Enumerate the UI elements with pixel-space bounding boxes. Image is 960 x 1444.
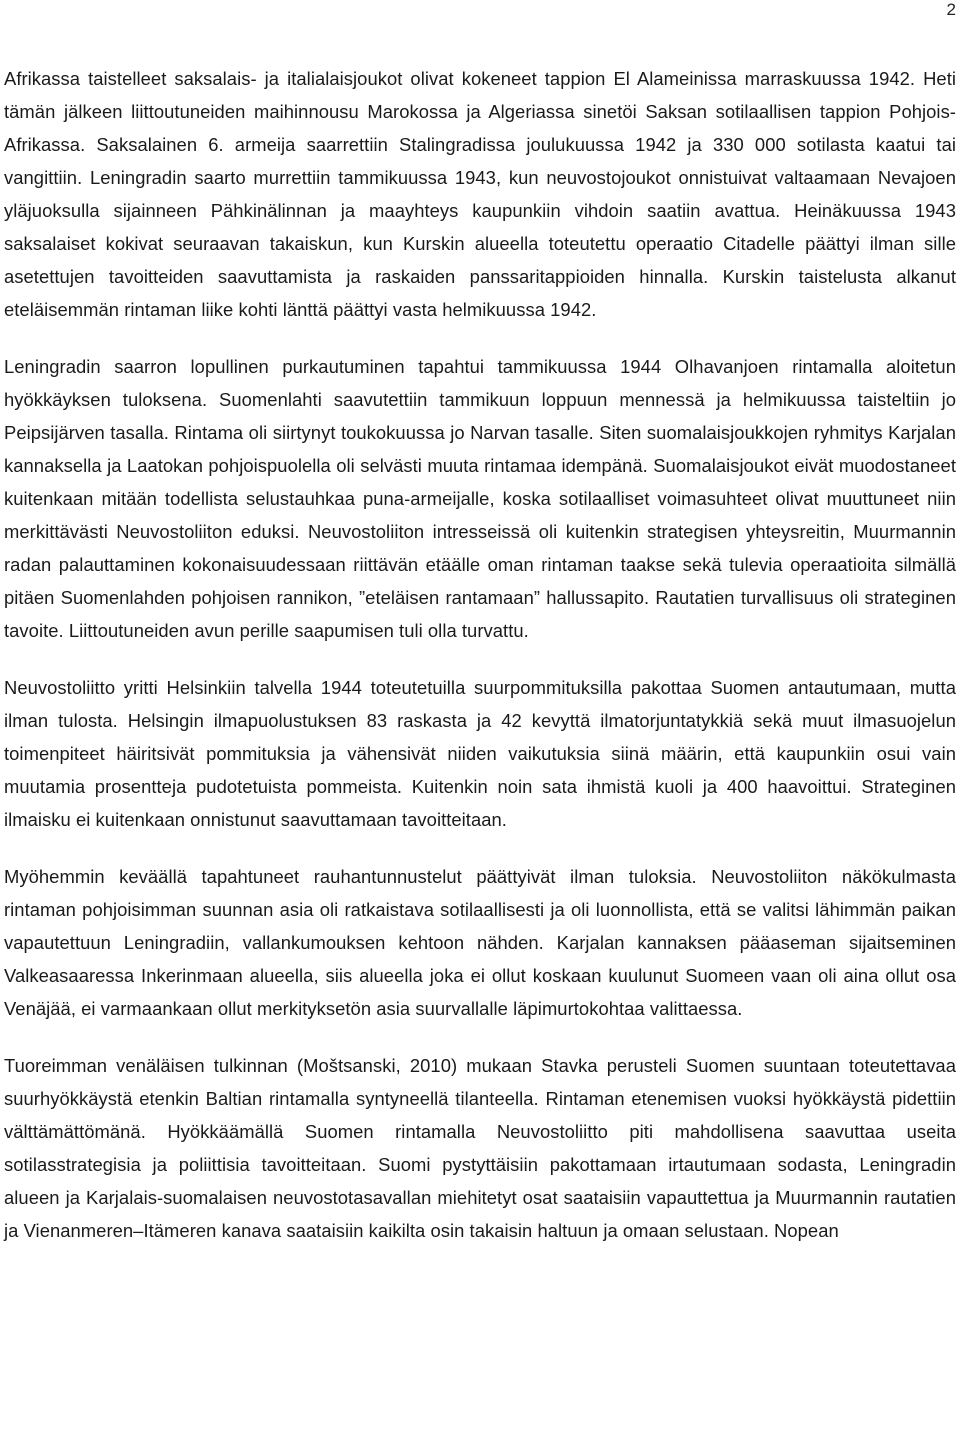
document-body: [4, 62, 956, 1271]
paragraph: Neuvostoliitto yritti Helsinkiin talvella 1944 toteutetuilla suurpommituksilla pakottaa Suomen antautumaan, mutta ilman tulosta. Helsingin ilmapuolustuksen 83 raskasta ja 42 kevyttä ilmatorjuntatykkiä sekä muut ilmasuojelun toimenpiteet häiritsivät pommituksia ja vähensivät niiden vaikutuksia siinä määrin, että kaupunkiin osui vain muutamia prosentteja pudotetuista pommeista. Kuitenkin noin sata ihmistä kuoli ja 400 haavoittui. Strateginen ilmaisku ei kuitenkaan onnistunut saavuttamaan tavoitteitaan.: [4, 677, 956, 830]
paragraph: Tuoreimman venäläisen tulkinnan (Moštsanski, 2010) mukaan Stavka perusteli Suomen suuntaan toteutettavaa suurhyökkäystä etenkin Baltian rintamalla syntyneellä tilanteella. Rintaman etenemisen vuoksi hyökkäystä pidettiin välttämättömänä. Hyökkäämällä Suomen rintamalla Neuvostoliitto piti mahdollisena saavuttaa useita sotilasstrategisia ja poliittisia tavoitteitaan. Suomi pystyttäisiin pakottamaan irtautumaan sodasta, Leningradin alueen ja Karjalais-suomalaisen neuvostotasavallan miehitetyt osat saataisiin vapauttettua ja Muurmannin rautatien ja Vienanmeren–Itämeren kanava saataisiin kaikilta osin takaisin haltuun ja omaan selustaan. Nopean: [4, 1055, 956, 1241]
paragraph: Myöhemmin keväällä tapahtuneet rauhantunnustelut päättyivät ilman tuloksia. Neuvostoliiton näkökulmasta rintaman pohjoisimman suunnan asia oli ratkaistava sotilaallisesti ja oli luonnollista, että se valitsi lähimmän paikan vapautettuun Leningradiin, vallankumouksen kehtoon nähden. Karjalan kannaksen pääaseman sijaitseminen Valkeasaaressa Inkerinmaan alueella, siis alueella joka ei ollut koskaan kuulunut Suomeen vaan oli aina ollut osa Venäjää, ei varmaankaan ollut merkityksetön asia suurvallalle läpimurtokohtaa valittaessa.: [4, 866, 956, 1019]
paragraph: Afrikassa taistelleet saksalais- ja italialaisjoukot olivat kokeneet tappion El Alameinissa marraskuussa 1942. Heti tämän jälkeen liittoutuneiden maihinnousu Marokossa ja Algeriassa sinetöi Saksan sotilaallisen tappion Pohjois-Afrikassa. Saksalainen 6. armeija saarrettiin Stalingradissa joulukuussa 1942 ja 330 000 sotilasta kaatui tai vangittiin. Leningradin saarto murrettiin tammikuussa 1943, kun neuvostojoukot onnistuivat valtaamaan Nevajoen yläjuoksulla sijainneen Pähkinälinnan ja maayhteys kaupunkiin vihdoin saatiin avattua. Heinäkuussa 1943 saksalaiset kokivat seuraavan takaiskun, kun Kurskin alueella toteutettu operaatio Citadelle päättyi ilman sille asetettujen tavoitteiden saavuttamista ja raskaiden panssaritappioiden hinnalla. Kurskin taistelusta alkanut eteläisemmän rintaman liike kohti länttä päättyi vasta helmikuussa 1942.: [4, 68, 956, 320]
paragraph: Leningradin saarron lopullinen purkautuminen tapahtui tammikuussa 1944 Olhavanjoen rintamalla aloitetun hyökkäyksen tuloksena. Suomenlahti saavutettiin tammikuun loppuun mennessä ja helmikuussa taisteltiin jo Peipsijärven tasalla. Rintama oli siirtynyt toukokuussa jo Narvan tasalle. Siten suomalaisjoukkojen ryhmitys Karjalan kannaksella ja Laatokan pohjoispuolella oli selvästi muuta rintamaa idempänä. Suomalaisjoukot eivät muodostaneet kuitenkaan mitään todellista selustauhkaa puna-armeijalle, koska sotilaalliset voimasuhteet olivat muuttuneet niin merkittävästi Neuvostoliiton eduksi. Neuvostoliiton intresseissä oli kuitenkin strategisen yhteysreitin, Muurmannin radan palauttaminen kokonaisuudessaan riittävän etäälle oman rintaman taakse sekä tulevia operaatioita silmällä pitäen Suomenlahden pohjoisen rannikon, ”eteläisen rantamaan” hallussapito. Rautatien turvallisuus oli strateginen tavoite. Liittoutuneiden avun perille saapumisen tuli olla turvattu.: [4, 356, 956, 641]
page-number: 2: [946, 0, 956, 19]
